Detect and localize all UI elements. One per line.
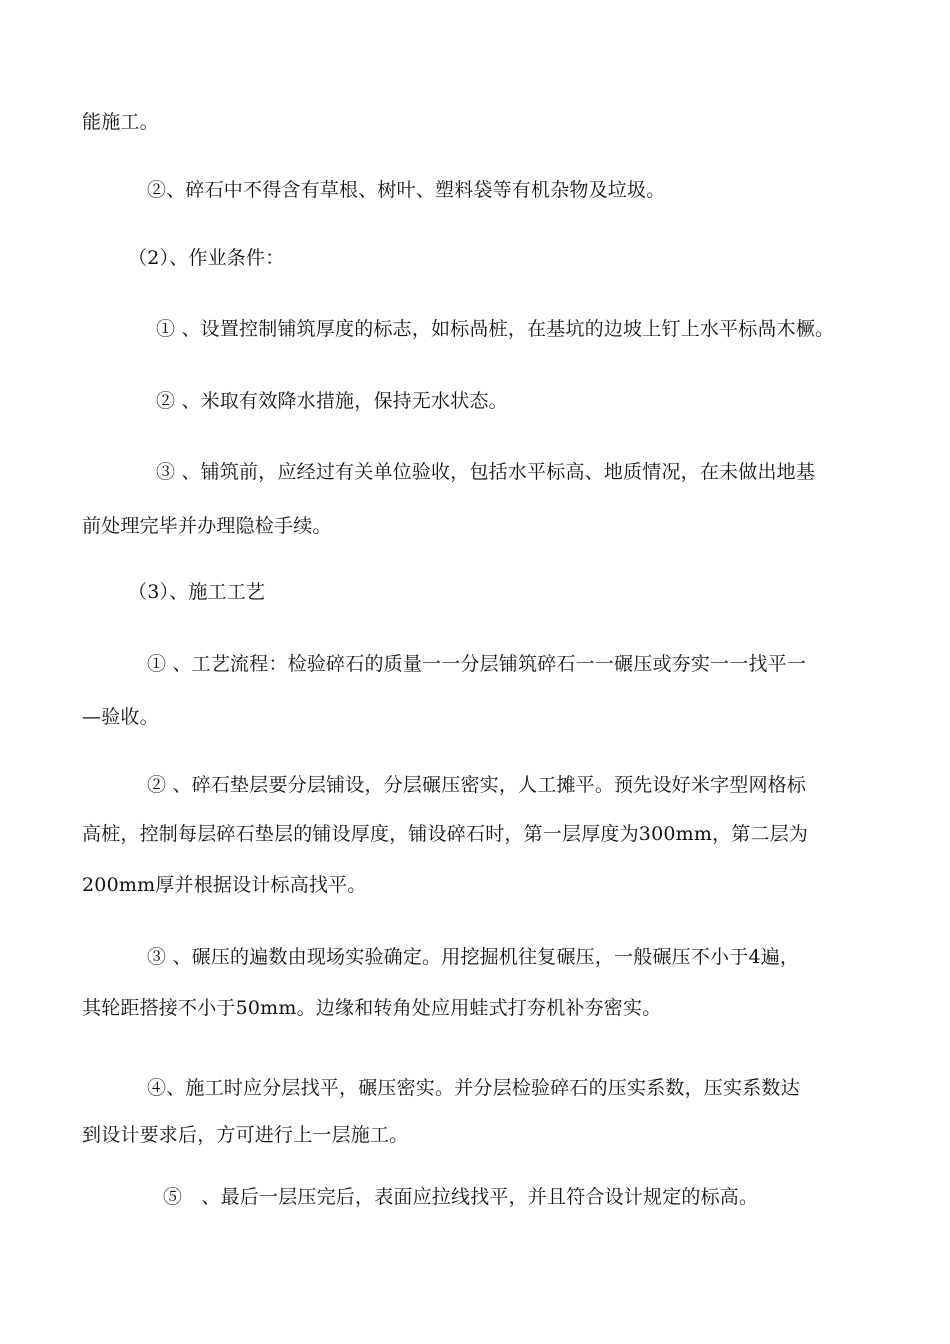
section-heading: （3）、施工工艺 [128,581,266,603]
text-line: ② 、碎石垫层要分层铺设，分层碾压密实，人工摊平。预先设好米字型网格标 [147,774,807,796]
section-heading: （2）、作业条件： [128,247,285,269]
text-line: —验收。 [82,706,159,728]
text-line: 200mm厚并根据设计标高找平。 [82,874,367,896]
text-line: ②、碎石中不得含有草根、树叶、塑料袋等有机杂物及垃圾。 [147,179,666,201]
text-line: 能施工。 [82,111,159,133]
text-line: 高桩，控制每层碎石垫层的铺设厚度，铺设碎石时，第一层厚度为300mm，第二层为 [82,823,809,845]
text-line: ⑤ 、最后一层压完后，表面应拉线找平，并且符合设计规定的标高。 [163,1186,759,1208]
text-line: 到设计要求后，方可进行上一层施工。 [82,1124,409,1146]
text-line: 其轮距搭接不小于50mm。边缘和转角处应用蛙式打夯机补夯密实。 [82,997,662,1019]
text-line: ② 、米取有效降水措施，保持无水状态。 [156,390,508,412]
text-line: ④、施工时应分层找平，碾压密实。并分层检验碎石的压实系数，压实系数达 [147,1077,800,1099]
text-line: ③ 、碾压的遍数由现场实验确定。用挖掘机往复碾压，一般碾压不小于4遍， [147,946,800,968]
text-line: ① 、工艺流程：检验碎石的质量一一分层铺筑碎石一一碾压或夯实一一找平一 [147,653,807,675]
text-line: ③ 、铺筑前，应经过有关单位验收，包括水平标高、地质情况，在未做出地基 [156,461,816,483]
text-line: ① 、设置控制铺筑厚度的标志，如标咼桩，在基坑的边坡上钉上水平标咼木橛。 [156,318,835,340]
text-line: 前处理完毕并办理隐检手续。 [82,515,332,537]
